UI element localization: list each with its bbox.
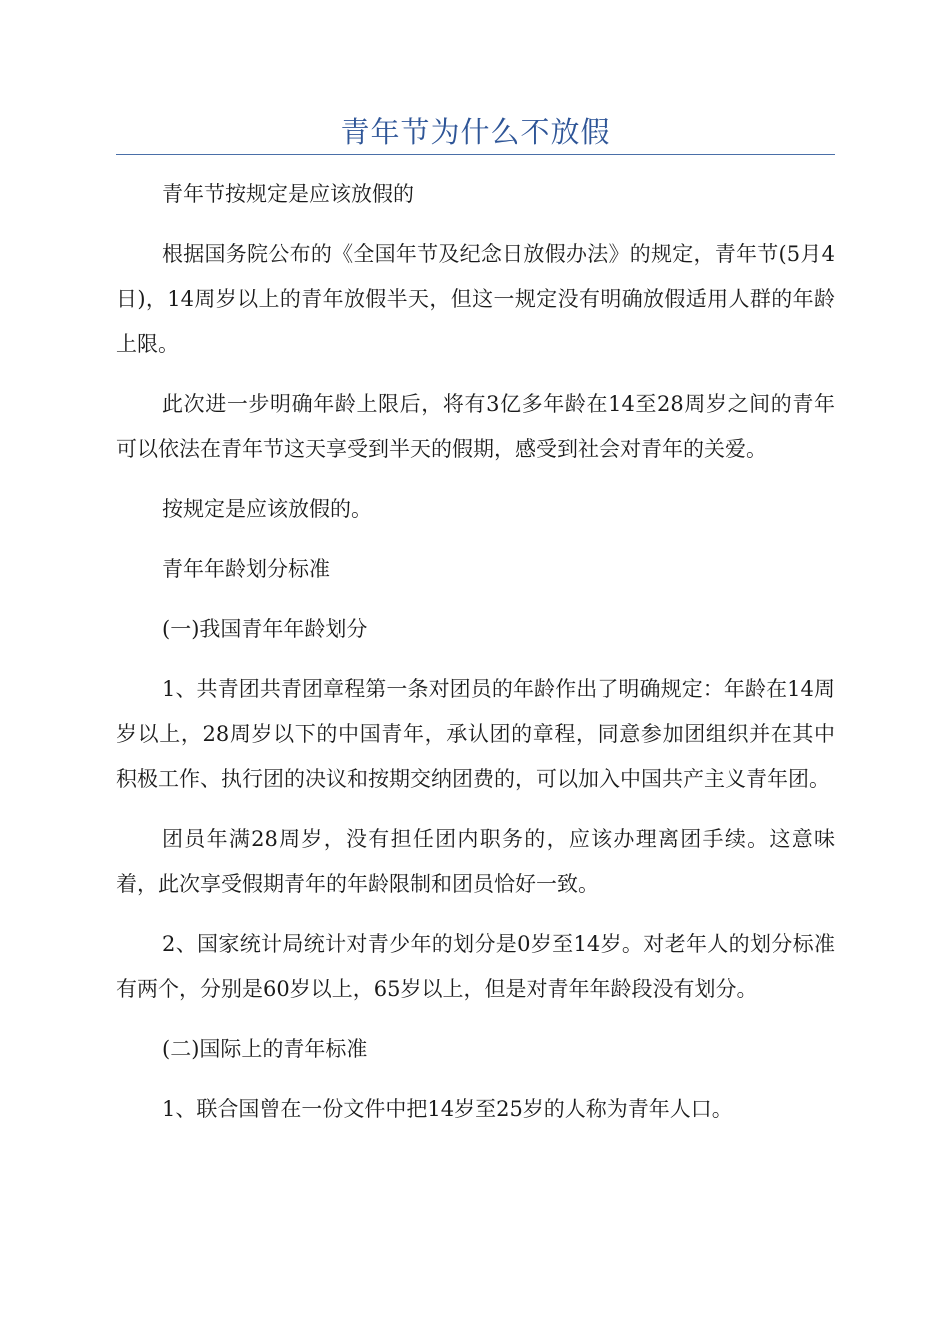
- paragraph-league-exit: 团员年满28周岁，没有担任团内职务的，应该办理离团手续。这意味着，此次享受假期青年的年龄限制和团员恰好一致。: [116, 827, 835, 896]
- title-divider: [116, 154, 835, 155]
- paragraph-statistics-bureau: 2、国家统计局统计对青少年的划分是0岁至14岁。对老年人的划分标准有两个，分别是60岁以上，65岁以上，但是对青年年龄段没有划分。: [116, 932, 835, 1001]
- subsection-heading-international: (二)国际上的青年标准: [162, 1037, 368, 1061]
- paragraph-3: 此次进一步明确年龄上限后，将有3亿多年龄在14至28周岁之间的青年可以依法在青年节这天享受到半天的假期，感受到社会对青年的关爱。: [116, 392, 835, 461]
- paragraph-4: 按规定是应该放假的。: [162, 497, 372, 521]
- section-heading-standards: 青年年龄划分标准: [162, 557, 330, 581]
- document-title: 青年节为什么不放假: [340, 115, 611, 149]
- paragraph-united-nations: 1、联合国曾在一份文件中把14岁至25岁的人称为青年人口。: [162, 1097, 733, 1121]
- paragraph-2: 根据国务院公布的《全国年节及纪念日放假办法》的规定，青年节(5月4日)，14周岁以上的青年放假半天，但这一规定没有明确放假适用人群的年龄上限。: [116, 242, 835, 356]
- paragraph-league-charter: 1、共青团共青团章程第一条对团员的年龄作出了明确规定：年龄在14周岁以上，28周岁以下的中国青年，承认团的章程，同意参加团组织并在其中积极工作、执行团的决议和按期交纳团费的，可以加入中国共产主义青年团。: [116, 677, 835, 791]
- paragraph-1: 青年节按规定是应该放假的: [162, 182, 414, 206]
- document-body: [116, 172, 835, 1147]
- subsection-heading-china: (一)我国青年年龄划分: [162, 617, 368, 641]
